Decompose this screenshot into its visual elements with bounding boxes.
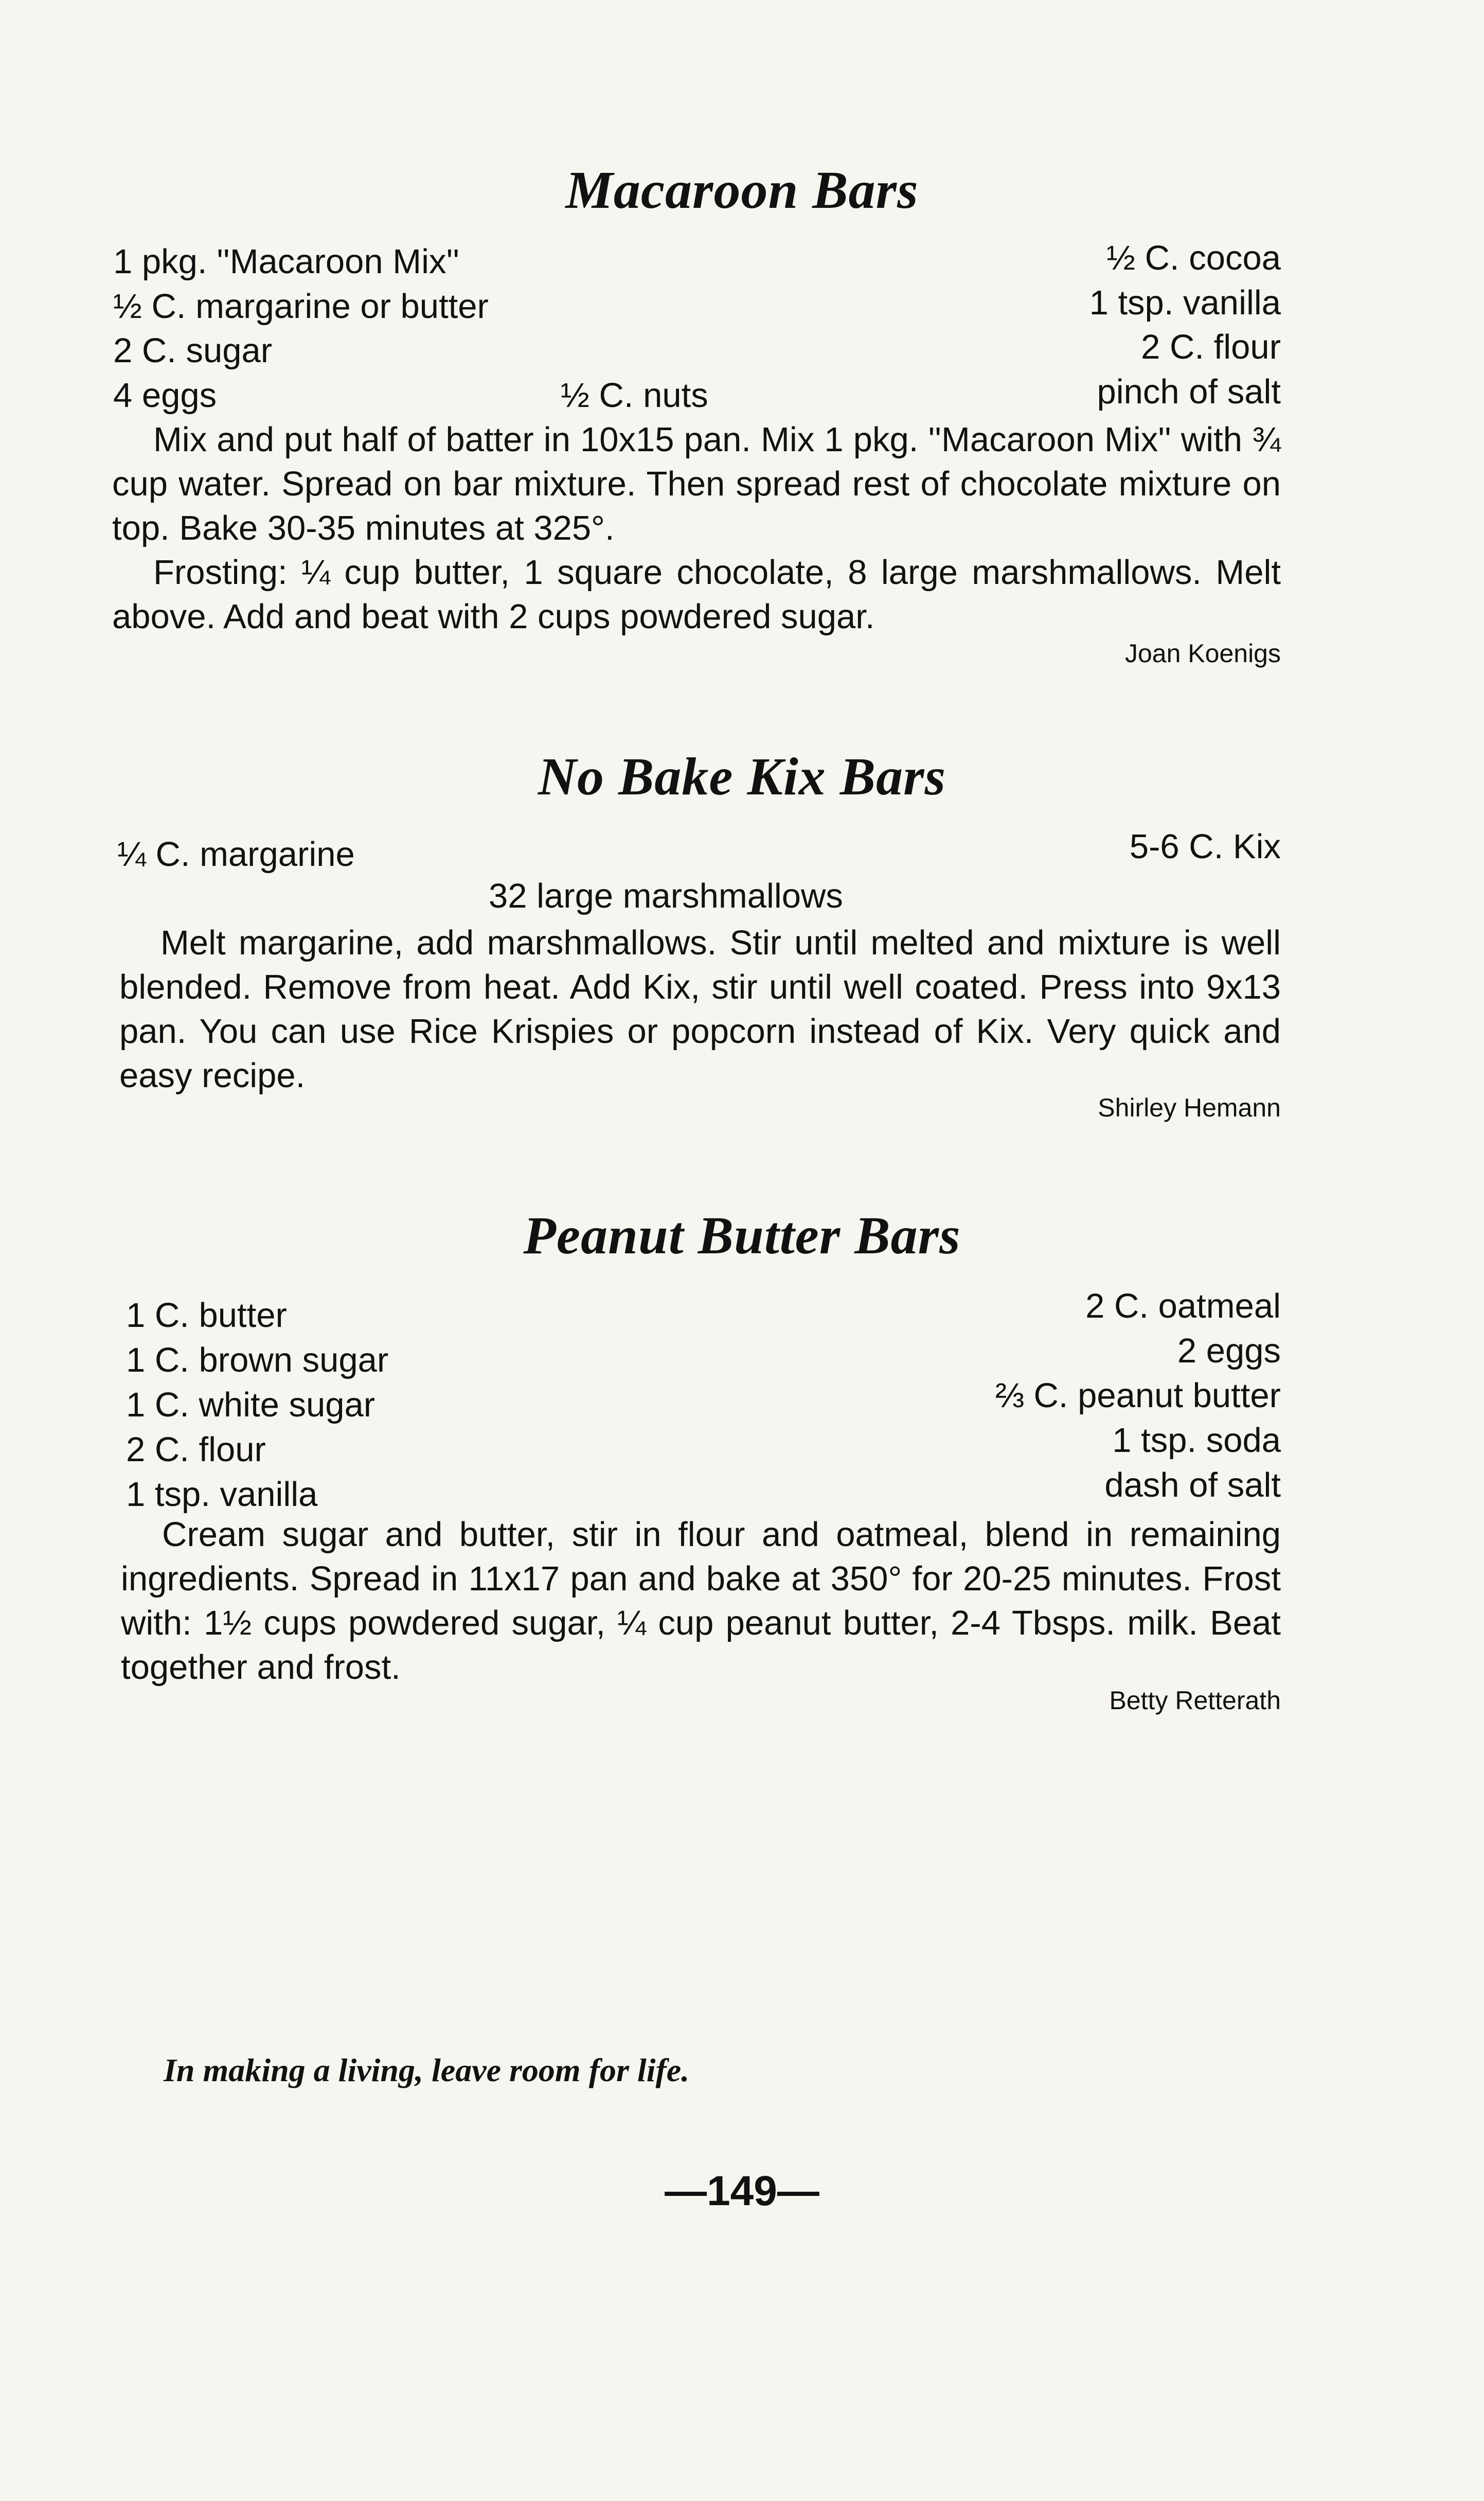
kix-ingredient-center: 32 large marshmallows xyxy=(489,877,843,915)
peanut-ingredient-right-5: dash of salt xyxy=(1104,1466,1281,1504)
kix-directions: Melt margarine, add marshmallows. Stir until melted and mixture is well blended. Remove from heat. Add Kix, stir until well coated. Press into 9x13 pan. You can use Rice Krispies or popcorn instead of Kix. Very quick and easy recipe. xyxy=(119,924,1281,1095)
peanut-directions: Cream sugar and butter, stir in flour and oatmeal, blend in remaining ingredients. Spread in 11x17 pan and bake at 350° for 20-25 minutes. Frost with: 1½ cups powdered sugar, ¼ cup peanut butter, 2-4 Tbsps. milk. Beat together and frost. xyxy=(121,1515,1281,1687)
peanut-ingredient-right-1: 2 C. oatmeal xyxy=(1085,1287,1281,1325)
kix-author: Shirley Hemann xyxy=(1098,1093,1281,1122)
macaroon-ingredient-middle: ½ C. nuts xyxy=(561,376,708,415)
macaroon-ingredient-right-3: 2 C. flour xyxy=(1141,328,1281,366)
peanut-butter-bars-title: Peanut Butter Bars xyxy=(523,1206,961,1265)
peanut-instructions xyxy=(121,1513,1281,1690)
macaroon-author: Joan Koenigs xyxy=(1124,639,1281,668)
page-motto: In making a living, leave room for life. xyxy=(164,2052,690,2088)
peanut-ingredient-left-3: 1 C. white sugar xyxy=(126,1386,376,1424)
peanut-ingredient-left-2: 1 C. brown sugar xyxy=(126,1341,389,1379)
kix-instructions xyxy=(119,921,1281,1098)
macaroon-instructions xyxy=(112,418,1281,639)
peanut-ingredient-right-2: 2 eggs xyxy=(1177,1332,1281,1370)
macaroon-ingredient-left-2: ½ C. margarine or butter xyxy=(113,287,489,326)
macaroon-ingredient-right-1: ½ C. cocoa xyxy=(1106,239,1281,277)
macaroon-frosting: Frosting: ¼ cup butter, 1 square chocolate, 8 large marshmallows. Melt above. Add and beat with 2 cups powdered sugar. xyxy=(112,553,1281,636)
peanut-ingredient-left-4: 2 C. flour xyxy=(126,1430,266,1469)
peanut-ingredient-right-4: 1 tsp. soda xyxy=(1112,1421,1281,1460)
macaroon-ingredient-left-4: 4 eggs xyxy=(113,376,217,415)
macaroon-ingredient-left-1: 1 pkg. ''Macaroon Mix'' xyxy=(113,242,460,281)
kix-ingredient-right: 5-6 C. Kix xyxy=(1129,827,1281,866)
macaroon-ingredient-left-3: 2 C. sugar xyxy=(113,331,273,370)
page-number: —149— xyxy=(665,2168,819,2214)
macaroon-ingredient-right-4: pinch of salt xyxy=(1097,373,1281,411)
peanut-ingredient-left-5: 1 tsp. vanilla xyxy=(126,1475,318,1514)
peanut-ingredient-left-1: 1 C. butter xyxy=(126,1296,287,1335)
peanut-ingredient-right-3: ⅔ C. peanut butter xyxy=(995,1376,1281,1415)
macaroon-directions: Mix and put half of batter in 10x15 pan. Mix 1 pkg. ''Macaroon Mix'' with ¾ cup water. Spread on bar mixture. Then spread rest of chocolate mixture on top. Bake 30-35 minutes at 325°. xyxy=(112,420,1281,547)
peanut-author: Betty Retterath xyxy=(1109,1686,1281,1715)
kix-ingredient-left: ¼ C. margarine xyxy=(117,835,355,874)
macaroon-bars-title: Macaroon Bars xyxy=(565,161,919,220)
macaroon-ingredient-right-2: 1 tsp. vanilla xyxy=(1089,283,1281,322)
kix-bars-title: No Bake Kix Bars xyxy=(538,747,946,806)
